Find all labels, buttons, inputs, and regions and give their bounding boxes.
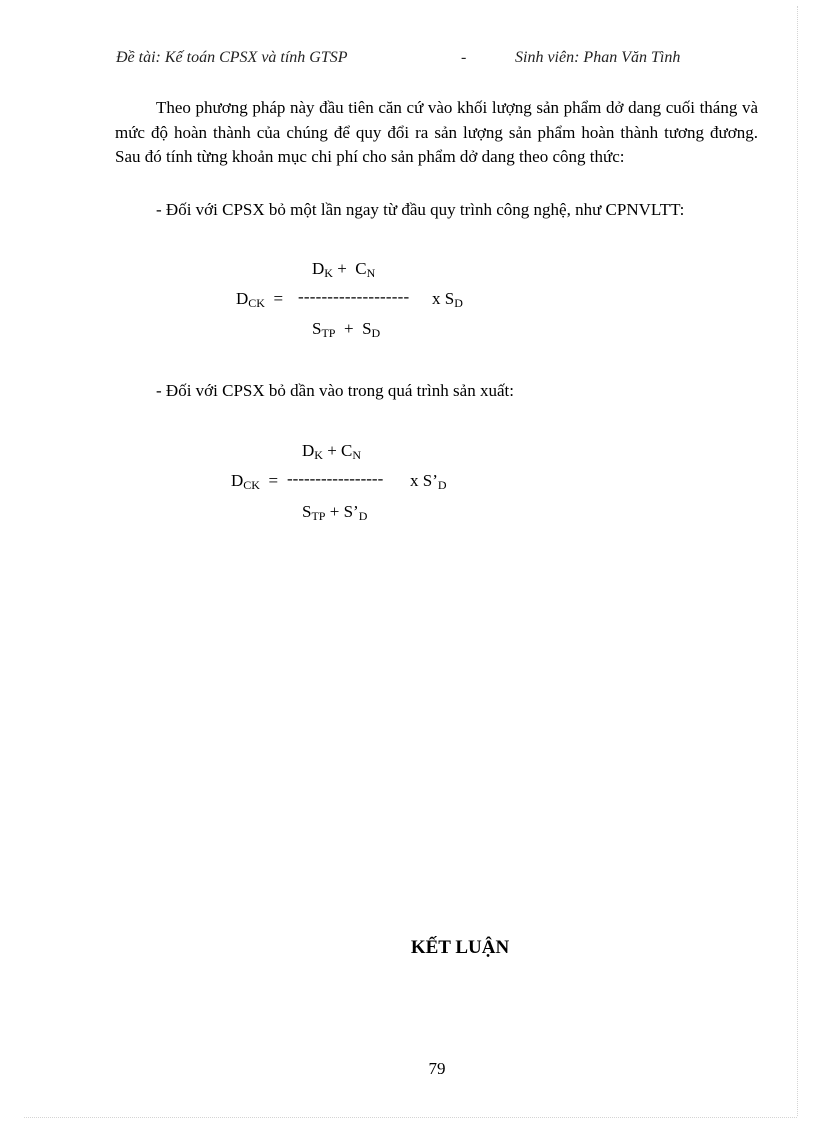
fraction-line: -----------------: [287, 469, 384, 488]
header-topic: Đề tài: Kế toán CPSX và tính GTSP: [116, 49, 348, 66]
list-item-gradual-cost: - Đối với CPSX bỏ dần vào trong quá trình sản xuất:: [156, 381, 514, 400]
body-paragraph: Theo phương pháp này đầu tiên căn cứ vào khối lượng sản phẩm dở dang cuối tháng và mức độ hoàn thành của chúng để quy đổi ra sản lượng sản phẩm hoàn thành tương đương. Sau đó tính từng khoản mục chi phí cho sản phẩm dở dang theo công thức:: [115, 98, 758, 166]
formula-lhs: $D_{CK}$ =: [236, 289, 284, 310]
header-separator: -: [461, 49, 467, 66]
formula-denominator: $S_{TP} + S_D$: [312, 319, 381, 340]
conclusion-heading: KẾT LUẬN: [410, 937, 510, 958]
formula-multiplier: x $S’_D$: [410, 471, 447, 492]
list-item-lump-sum-cost: - Đối với CPSX bỏ một lần ngay từ đầu quy trình công nghệ, như CPNVLTT:: [156, 200, 685, 219]
header-student: Sinh viên: Phan Văn Tình: [515, 49, 681, 66]
formula-numerator: $D_K + C_N$: [302, 441, 362, 462]
formula-numerator: $D_K + C_N$: [312, 259, 376, 280]
formula-lhs: $D_{CK}$ =: [231, 471, 279, 492]
formula-multiplier: x $S_D$: [432, 289, 463, 310]
page-number: 79: [428, 1059, 446, 1078]
fraction-line: -------------------: [298, 287, 410, 306]
formula-denominator: $S_{TP}$ + $S’_D$: [302, 502, 368, 523]
